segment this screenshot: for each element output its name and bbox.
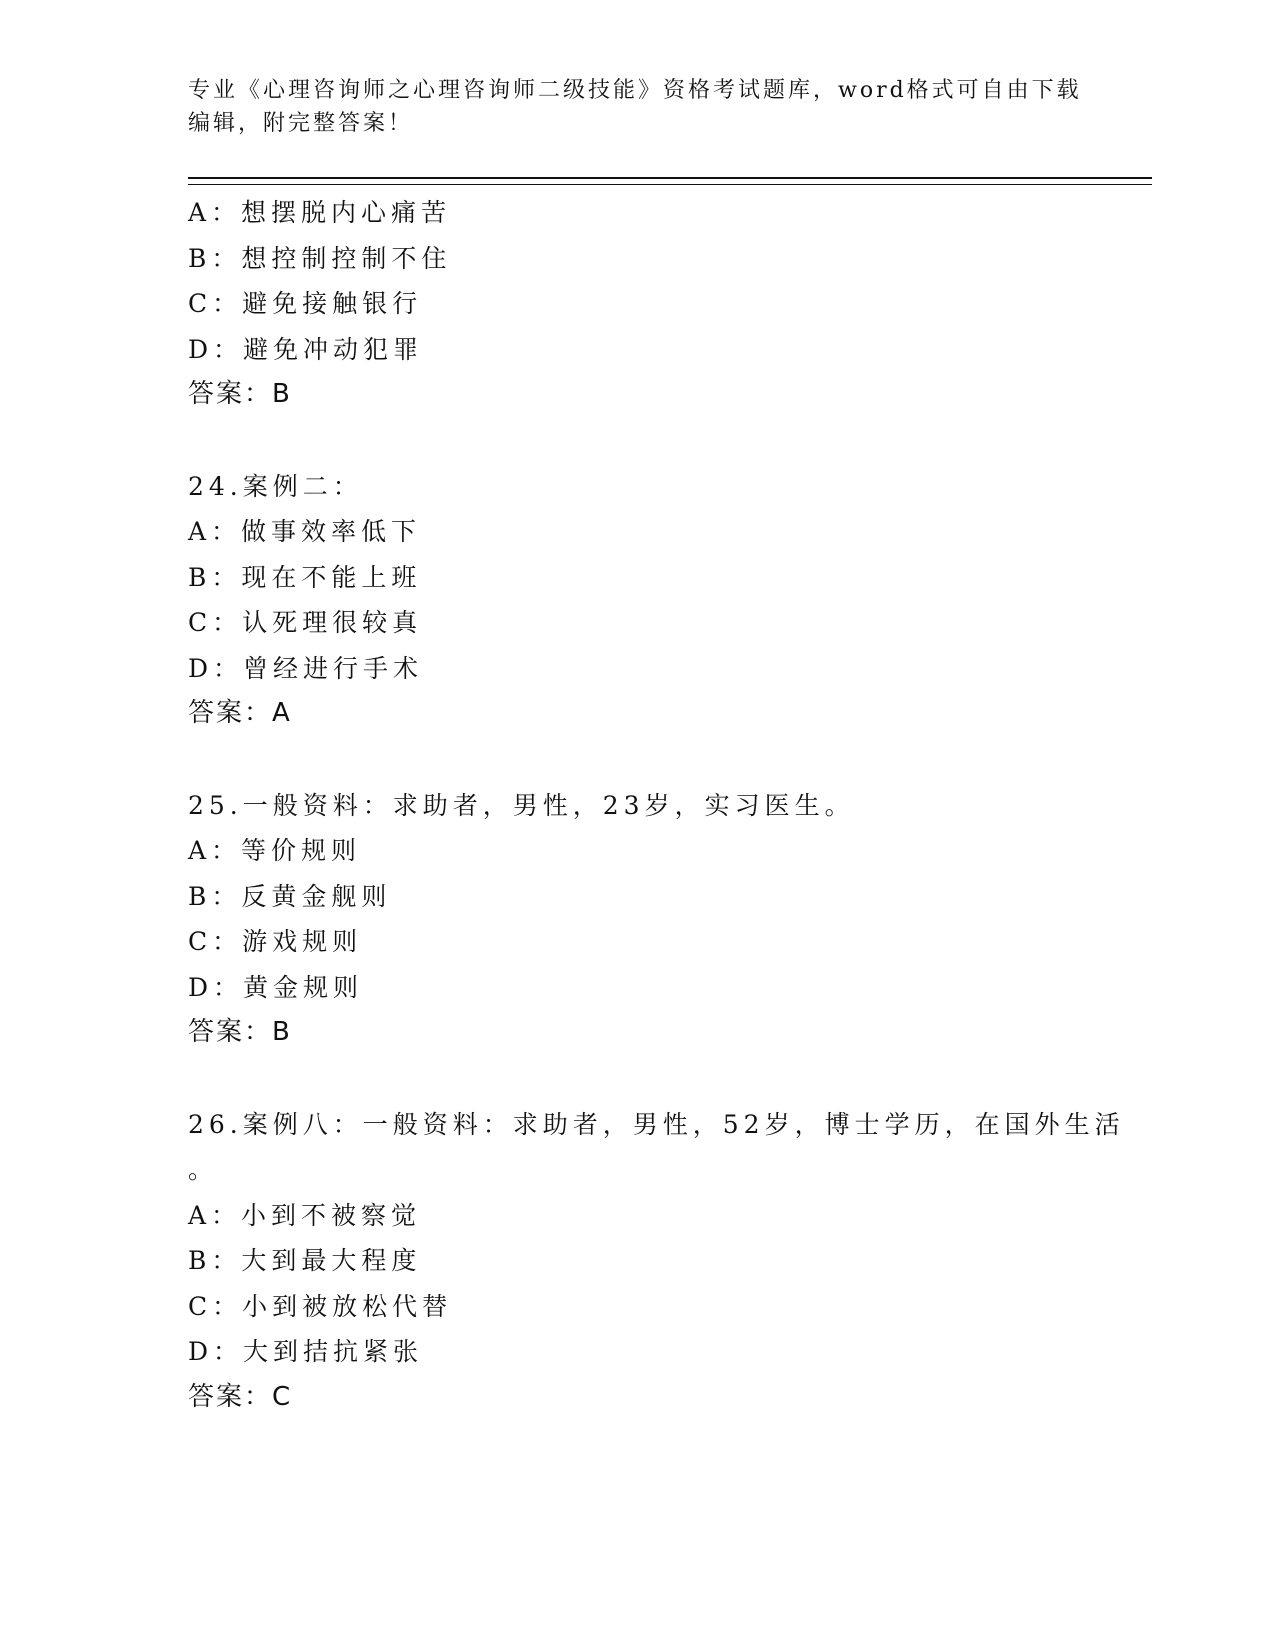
option-a: A：小到不被察觉	[188, 1200, 422, 1230]
question-block	[188, 190, 1128, 418]
answer-line: 答案：C	[188, 1381, 293, 1412]
option-c: C：小到被放松代替	[188, 1291, 453, 1321]
option-d: D：大到拮抗紧张	[188, 1337, 424, 1366]
spacer	[188, 418, 1128, 464]
option-c: C：避免接触银行	[188, 289, 423, 318]
option-d: D：曾经进行手术	[188, 653, 424, 683]
option-d: D：避免冲动犯罪	[188, 334, 424, 364]
question-stem: 26.案例八：一般资料：求助者，男性，52岁，博士学历，在国外生活	[188, 1109, 1125, 1139]
question-block	[188, 464, 1128, 737]
option-d: D：黄金规则	[188, 972, 364, 1002]
option-a: A：做事效率低下	[188, 517, 422, 546]
spacer	[188, 737, 1128, 783]
answer-line: 答案：A	[188, 698, 292, 728]
option-b: B：大到最大程度	[188, 1246, 422, 1275]
header-line-2: 编辑，附完整答案！	[188, 111, 414, 136]
question-stem-continuation: 。	[188, 1155, 219, 1184]
spacer	[188, 1056, 1128, 1102]
option-b: B：现在不能上班	[188, 562, 422, 592]
header-divider	[188, 177, 1152, 185]
answer-line: 答案：B	[188, 379, 292, 409]
question-block	[188, 783, 1128, 1056]
header-line-1: 专业《心理咨询师之心理咨询师二级技能》资格考试题库，word格式可自由下载	[188, 78, 1082, 103]
question-block	[188, 1102, 1128, 1421]
option-b: B：反黄金舰则	[188, 881, 392, 911]
question-stem: 24.案例二：	[188, 471, 363, 501]
option-a: A：等价规则	[188, 836, 362, 865]
question-stem: 25.一般资料：求助者，男性，23岁，实习医生。	[188, 790, 855, 820]
option-a: A：想摆脱内心痛苦	[188, 198, 452, 227]
option-c: C：认死理很较真	[188, 608, 423, 637]
option-b: B：想控制控制不住	[188, 243, 452, 273]
question-list	[188, 190, 1128, 1420]
answer-line: 答案：B	[188, 1017, 292, 1047]
document-header	[188, 74, 1088, 140]
option-c: C：游戏规则	[188, 927, 363, 956]
